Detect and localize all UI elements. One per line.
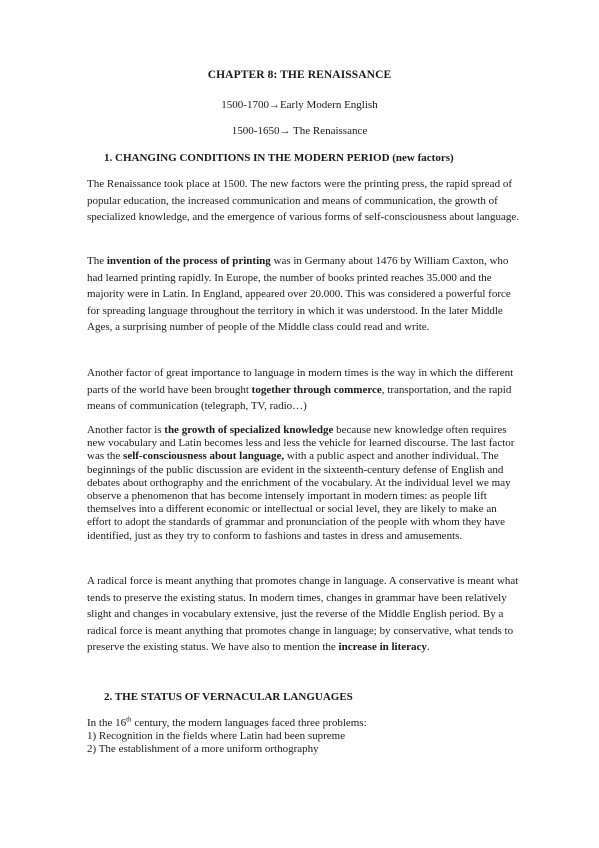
paragraph-specialized-knowledge xyxy=(87,424,519,543)
bold-term-commerce: together through commerce xyxy=(251,383,382,396)
paragraph-text: The xyxy=(87,255,107,267)
paragraph-text: , transportation, and the rapid means of communication (telegraph, TV, radio…) xyxy=(87,383,512,413)
section-2-heading: 2. THE STATUS OF VERNACULAR LANGUAGES xyxy=(104,691,353,703)
list-item: 2) The establishment of a more uniform orthography xyxy=(87,743,319,756)
paragraph-text: . xyxy=(426,641,430,654)
bold-term-specialized-knowledge: the growth of specialized knowledge xyxy=(164,424,334,436)
paragraph-text: Another factor is xyxy=(87,424,165,436)
paragraph-text: because new knowledge often requires new vocabulary and Latin becomes less and less the vehicle for learned discourse. The last factor was the xyxy=(87,424,515,463)
bold-term-self-consciousness: self-consciousness about language, xyxy=(123,450,285,463)
paragraph-text: A radical force is meant anything that promotes change in language. A conservative is meant what tends to preserve the existing status. In modern times, changes in grammar have been relatively slight and changes in vocabulary extensive, just the reverse of the Middle English period. By a radical force is meant anything that promotes change in language; by conservative, what tends to preserve the existing status. We have also to mention the xyxy=(87,575,519,654)
paragraph-new-factors: The Renaissance took place at 1500. The new factors were the printing press, the rapid spread of popular education, the increased communication and means of communication, the growth of specialized knowledge, and the emergence of various forms of self-consciousness about language. xyxy=(87,178,520,224)
list-item: 1) Recognition in the fields where Latin had been supreme xyxy=(87,730,346,743)
chapter-title: CHAPTER 8: THE RENAISSANCE xyxy=(207,69,392,81)
paragraph-text: In the 16 xyxy=(87,717,127,729)
paragraph-printing xyxy=(87,253,519,336)
paragraph-radical-force xyxy=(87,573,519,656)
paragraph-text: century, the modern languages faced three problems: xyxy=(131,717,367,729)
paragraph-text: with a public aspect and another individual. The beginnings of the public discussion are evident in the sixteenth-century defense of English and debates about orthography and the enrichment of the vocabulary. At the individual level we may observe a phenomenon that has become intensely important in modern times: as people lift themselves into a different economic or intellectual or social level, they are likely to make an effort to adopt the standards of grammar and pronunciation of the people with whom they have identified, just as they try to conform to fashions and tastes in dress and amusements. xyxy=(87,450,511,542)
bold-term-printing: invention of the process of printing xyxy=(106,255,271,267)
paragraph-text: was in Germany about 1476 by William Caxton, who had learned printing rapidly. In Europe, the number of books printed reaches 35.000 and the majority were in Latin. In England, appeared over 20.000. This was considered a powerful force for spreading language throughout the territory in which it was understood. In the later Middle Ages, a surprising number of people of the Middle class could read and write. xyxy=(87,255,511,334)
period-renaissance: 1500-1650→ The Renaissance xyxy=(231,125,368,137)
paragraph-vernacular-problems xyxy=(87,717,519,757)
section-1-heading: 1. CHANGING CONDITIONS IN THE MODERN PERIOD (new factors) xyxy=(104,152,454,164)
superscript: th xyxy=(126,715,132,724)
period-early-modern-english: 1500-1700→Early Modern English xyxy=(221,99,378,111)
paragraph-text: Another factor of great importance to language in modern times is the way in which the different parts of the world have been brought xyxy=(87,367,514,396)
paragraph-commerce xyxy=(87,365,519,415)
bold-term-literacy: increase in literacy xyxy=(338,641,427,654)
